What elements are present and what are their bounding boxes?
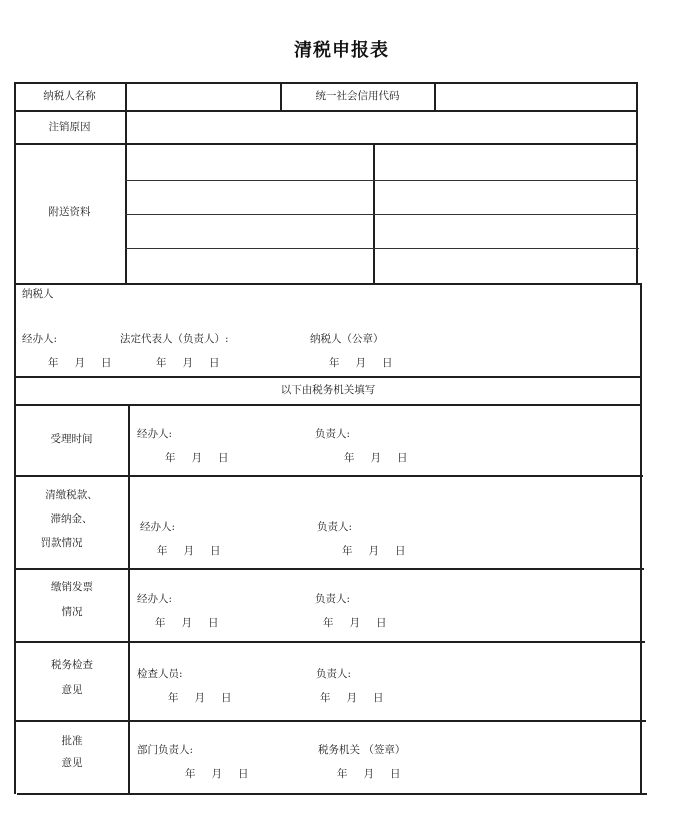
tax-authority-note: 以下由税务机关填写	[280, 384, 376, 396]
taxpayer-section-bottom-border	[15, 376, 641, 378]
invoice-handler-label: 经办人:	[137, 593, 173, 605]
inspection-label-line-1: 税务检查	[51, 659, 93, 671]
invoice-label-line-2: 情况	[61, 606, 83, 618]
taxpayer-handler-label: 经办人:	[22, 333, 58, 345]
taxpayer-heading: 纳税人	[22, 288, 54, 300]
cancel-reason-field[interactable]	[127, 112, 635, 142]
taxpayer-name-label: 纳税人名称	[43, 90, 96, 102]
legal-rep-label: 法定代表人（负责人）:	[120, 333, 229, 345]
clearance-handler-date: 年 月 日	[157, 545, 221, 557]
clearance-label-line-3: 罚款情况	[40, 537, 83, 549]
accept-time-label: 受理时间	[50, 433, 93, 445]
authority-note-bottom-border	[15, 404, 642, 406]
attachments-line-2	[125, 214, 638, 215]
clearance-label-line-2: 滞纳金、	[50, 513, 93, 525]
department-head-label: 部门负责人:	[137, 744, 194, 756]
cancel-reason-label: 注销原因	[48, 121, 91, 133]
tax-authority-seal-date: 年 月 日	[337, 768, 401, 780]
inspection-responsible-label: 负责人:	[316, 668, 352, 680]
row2-bottom-border	[14, 143, 638, 145]
page-title: 清税申报表	[294, 40, 389, 61]
inspection-row-bottom-border	[16, 720, 646, 722]
credit-code-label: 统一社会信用代码	[315, 90, 400, 102]
accept-handler-label: 经办人:	[137, 428, 173, 440]
invoice-handler-date: 年 月 日	[155, 617, 219, 629]
inspector-label: 检查人员:	[137, 668, 183, 680]
row3-bottom-border	[14, 283, 640, 285]
invoice-responsible-label: 负责人:	[315, 593, 351, 605]
form-bottom-border	[17, 793, 647, 795]
inspection-label-line-2: 意见	[61, 684, 83, 696]
label-column-divider-lower	[128, 404, 130, 794]
accept-handler-date: 年 月 日	[165, 452, 229, 464]
credit-code-field[interactable]	[436, 84, 635, 109]
accept-row-bottom-border	[15, 475, 643, 477]
approval-label-line-1: 批准	[61, 735, 83, 747]
invoice-label-line-1: 缴销发票	[51, 581, 93, 593]
taxpayer-name-field[interactable]	[127, 84, 279, 109]
inspection-responsible-date: 年 月 日	[320, 692, 384, 704]
legal-rep-date: 年 月 日	[156, 357, 220, 369]
clearance-row-bottom-border	[16, 568, 644, 570]
taxpayer-seal-label: 纳税人（公章）	[310, 333, 384, 345]
invoice-responsible-date: 年 月 日	[323, 617, 387, 629]
clearance-responsible-label: 负责人:	[317, 521, 353, 533]
tax-authority-seal-label: 税务机关 （签章）	[318, 744, 406, 756]
clearance-responsible-date: 年 月 日	[342, 545, 406, 557]
invoice-row-bottom-border	[16, 641, 645, 643]
clearance-label-line-1: 清缴税款、	[45, 489, 98, 501]
department-head-date: 年 月 日	[185, 768, 249, 780]
attachments-center-divider	[373, 143, 375, 283]
inspector-date: 年 月 日	[168, 692, 232, 704]
clearance-handler-label: 经办人:	[140, 521, 176, 533]
approval-label-line-2: 意见	[61, 757, 83, 769]
attachments-line-1	[125, 180, 637, 181]
accept-responsible-label: 负责人:	[315, 428, 351, 440]
taxpayer-handler-date: 年 月 日	[48, 357, 112, 369]
form-right-border-upper	[636, 82, 638, 284]
taxpayer-seal-date: 年 月 日	[329, 357, 393, 369]
accept-responsible-date: 年 月 日	[344, 452, 408, 464]
attachments-line-3	[125, 248, 639, 249]
form-right-border-lower	[640, 283, 642, 794]
attachments-label: 附送资料	[48, 206, 91, 218]
